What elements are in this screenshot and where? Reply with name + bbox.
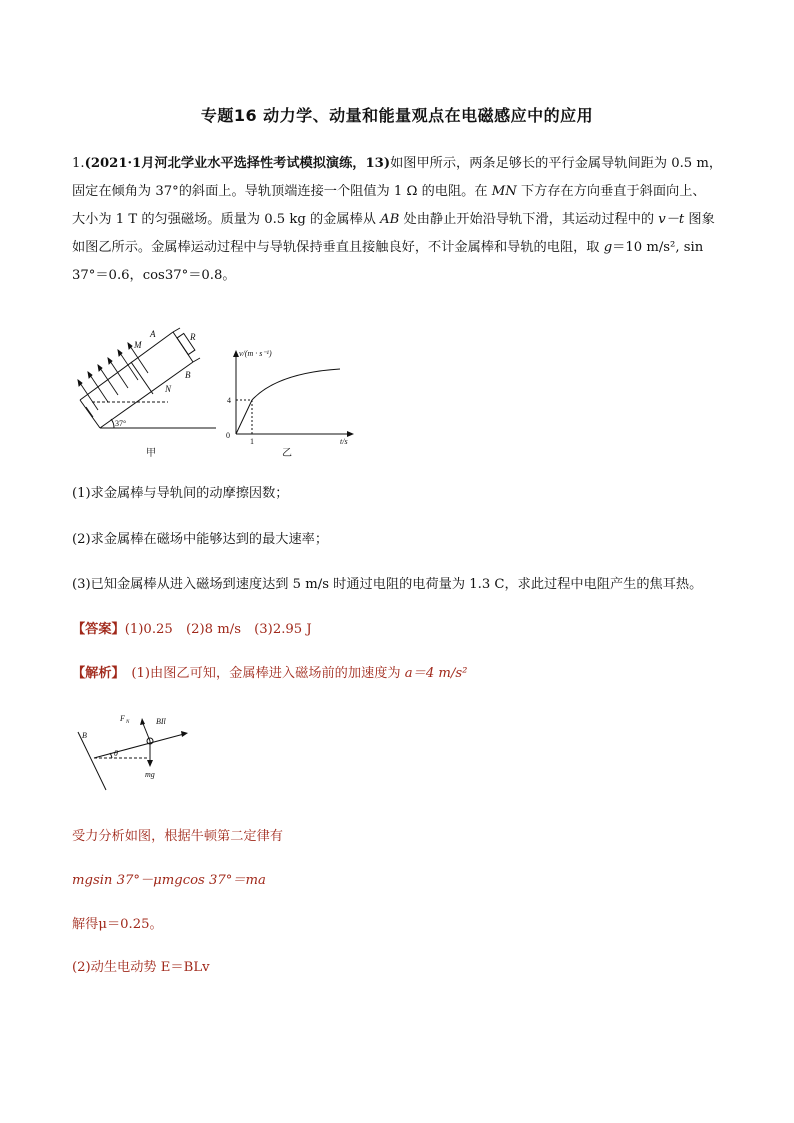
solution-line-2: mgsin 37°－μmgcos 37°＝ma bbox=[72, 873, 266, 888]
theta-label: θ bbox=[114, 749, 118, 758]
fn-sub: N bbox=[126, 720, 130, 725]
problem-number: 1. bbox=[72, 156, 85, 171]
analysis-text: (1)由图乙可知，金属棒进入磁场前的加速度为 bbox=[118, 666, 405, 681]
ab-label: AB bbox=[380, 212, 400, 227]
bil-label: BIl bbox=[156, 717, 166, 726]
analysis-label: 【解析】 bbox=[72, 666, 119, 681]
answer-text: (1)0.25 (2)8 m/s (3)2.95 J bbox=[124, 622, 312, 637]
problem-text bbox=[72, 150, 732, 290]
problem-source: (2021·1月河北学业水平选择性考试模拟演练，13) bbox=[84, 156, 391, 171]
b-label: B bbox=[82, 731, 87, 740]
problem-line-4-text-b: ＝10 m/s², sin bbox=[612, 240, 704, 255]
force-diagram bbox=[72, 712, 212, 794]
problem-line-4-text: 如图乙所示。金属棒运动过程中与导轨保持垂直且接触良好，不计金属棒和导轨的电阻，取 bbox=[72, 240, 604, 255]
yi-ylabel: v/(m · s⁻¹) bbox=[239, 349, 272, 358]
g-symbol: g bbox=[603, 240, 613, 255]
yi-origin: 0 bbox=[226, 431, 230, 440]
figure-yi-caption: 乙 bbox=[282, 448, 292, 459]
label-N: N bbox=[165, 384, 172, 394]
problem-line-2 bbox=[72, 178, 732, 206]
problem-line-1 bbox=[72, 150, 732, 178]
label-A: A bbox=[150, 329, 156, 339]
problem-line-2-text-b: 下方存在方向垂直于斜面向上、 bbox=[516, 184, 706, 199]
yi-xlabel: t/s bbox=[340, 437, 348, 446]
figure-yi bbox=[222, 340, 357, 462]
label-M: M bbox=[134, 340, 142, 350]
page-title: 专题16 动力学、动量和能量观点在电磁感应中的应用 bbox=[200, 106, 594, 125]
problem-line-4 bbox=[72, 234, 732, 262]
figure-jia bbox=[68, 322, 218, 460]
label-R: R bbox=[190, 332, 196, 342]
answer-line bbox=[72, 620, 752, 640]
problem-line-5 bbox=[72, 262, 732, 290]
vt-label: v－t bbox=[658, 212, 685, 227]
problem-line-3 bbox=[72, 206, 732, 234]
figure-jia-caption: 甲 bbox=[146, 448, 156, 459]
question-3: (3)已知金属棒从进入磁场到速度达到 5 m/s 时通过电阻的电荷量为 1.3 C，求此过程中电阻产生的焦耳热。 bbox=[72, 577, 703, 592]
problem-line-3-text-c: 图象 bbox=[684, 212, 715, 227]
mn-label: MN bbox=[491, 184, 517, 199]
question-1: (1)求金属棒与导轨间的动摩擦因数； bbox=[72, 486, 289, 501]
solution-line-4: (2)动生电动势 E＝BLv bbox=[72, 960, 210, 975]
question-2: (2)求金属棒在磁场中能够达到的最大速率； bbox=[72, 532, 329, 547]
acceleration-eq: a＝4 m/s² bbox=[404, 666, 468, 681]
problem-line-3-text: 大小为 1 T 的匀强磁场。质量为 0.5 kg 的金属棒从 bbox=[72, 212, 381, 227]
label-B: B bbox=[185, 370, 191, 380]
solution-line-1: 受力分析如图，根据牛顿第二定律有 bbox=[72, 829, 283, 844]
problem-line-3-text-b: 处由静止开始沿导轨下滑，其运动过程中的 bbox=[399, 212, 659, 227]
yi-ytick: 4 bbox=[227, 396, 231, 405]
solution-line-3: 解得μ＝0.25。 bbox=[72, 917, 163, 932]
yi-xtick: 1 bbox=[250, 437, 254, 446]
label-angle-37: 37° bbox=[115, 419, 127, 428]
mg-label: mg bbox=[145, 770, 155, 779]
answer-label: 【答案】 bbox=[72, 622, 125, 637]
fn-label: F bbox=[120, 714, 125, 723]
problem-line-1-text: 如图甲所示，两条足够长的平行金属导轨间距为 0.5 m， bbox=[390, 156, 723, 171]
problem-line-2-text: 固定在倾角为 37°的斜面上。导轨顶端连接一个阻值为 1 Ω 的电阻。在 bbox=[72, 184, 492, 199]
problem-line-5-text: 37°＝0.6，cos37°＝0.8。 bbox=[72, 268, 236, 283]
analysis-line bbox=[72, 664, 752, 684]
